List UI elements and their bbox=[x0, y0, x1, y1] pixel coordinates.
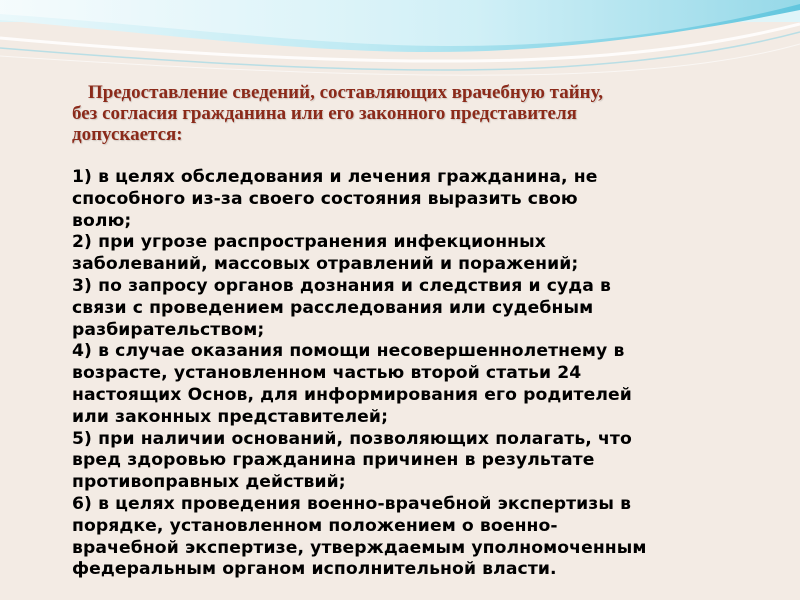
list-line: вред здоровью гражданина причинен в результате bbox=[72, 450, 595, 471]
list-line: настоящих Основ, для информирования его родителей bbox=[72, 384, 632, 405]
banner-wave-front bbox=[0, 0, 800, 46]
list-line: 6) в целях проведения военно-врачебной экспертизы в bbox=[72, 493, 632, 514]
heading-line: Предоставление сведений, составляющих врачебную тайну, bbox=[88, 82, 603, 103]
list-line: врачебной экспертизе, утверждаемым уполномоченным bbox=[72, 537, 647, 558]
list-line: порядке, установленном положением о военно- bbox=[72, 515, 558, 536]
list-line: федеральным органом исполнительной власти. bbox=[72, 559, 557, 580]
heading-line: допускается: bbox=[72, 124, 183, 145]
list-line: или законных представителей; bbox=[72, 406, 389, 427]
list-line: 3) по запросу органов дознания и следствия и суда в bbox=[72, 275, 612, 296]
list-line: волю; bbox=[72, 210, 132, 231]
heading-line: без согласия гражданина или его законного представителя bbox=[72, 103, 577, 124]
list-line: разбирательством; bbox=[72, 319, 265, 340]
list-line: 5) при наличии оснований, позволяющих полагать, что bbox=[72, 428, 632, 449]
slide-heading bbox=[72, 82, 752, 145]
list-line: 2) при угрозе распространения инфекционных bbox=[72, 232, 546, 253]
list-line: противоправных действий; bbox=[72, 472, 346, 493]
grounds-list bbox=[72, 167, 752, 581]
list-line: 4) в случае оказания помощи несовершеннолетнему в bbox=[72, 341, 625, 362]
list-line: способного из-за своего состояния выразить свою bbox=[72, 188, 578, 209]
list-line: связи с проведением расследования или судебным bbox=[72, 297, 594, 318]
list-line: заболеваний, массовых отравлений и поражений; bbox=[72, 254, 579, 275]
wave-banner-decoration bbox=[0, 0, 800, 80]
list-line: 1) в целях обследования и лечения гражданина, не bbox=[72, 167, 598, 187]
slide-content bbox=[72, 82, 752, 581]
list-line: возрасте, установленном частью второй статьи 24 bbox=[72, 363, 582, 384]
